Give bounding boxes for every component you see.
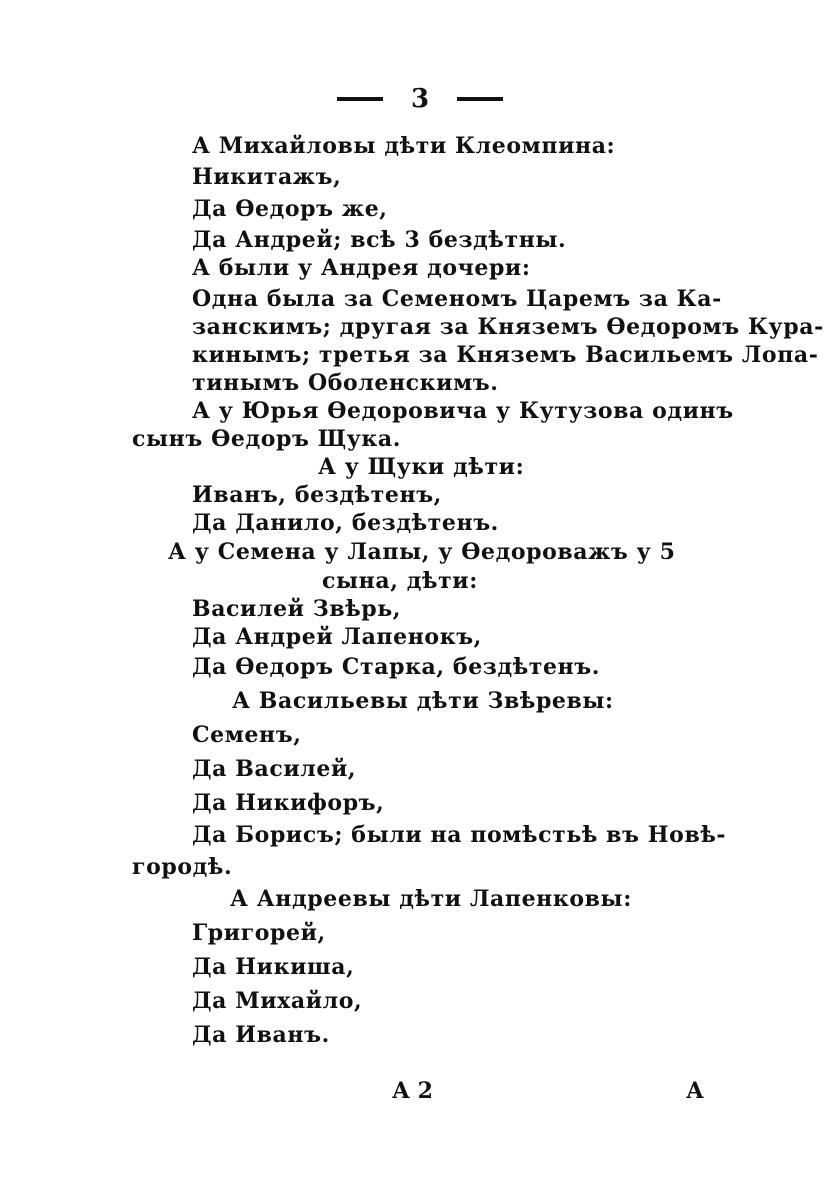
text-line: А у Юрья Ѳедоровича у Кутузова одинъ <box>192 398 734 424</box>
text-line: кинымъ; третья за Княземъ Васильемъ Лопа- <box>192 342 819 368</box>
text-line: А у Щуки дѣти: <box>318 454 525 480</box>
text-line: Да Ѳедоръ же, <box>192 196 388 222</box>
header-rule-left <box>337 97 383 101</box>
text-line: Иванъ, бездѣтенъ, <box>192 482 442 508</box>
text-line: Никитажъ, <box>192 164 342 190</box>
text-line: Да Ѳедоръ Старка, бездѣтенъ. <box>192 654 601 680</box>
text-line: А Андреевы дѣти Лапенковы: <box>230 886 632 912</box>
text-line: А были у Андрея дочери: <box>192 255 531 281</box>
text-line: Да Андрей Лапенокъ, <box>192 624 482 650</box>
text-line: А у Семена у Лапы, у Ѳедороважъ у 5 <box>168 539 676 565</box>
header-rule-right <box>457 97 503 101</box>
text-line: Да Иванъ. <box>192 1022 330 1048</box>
page-header <box>0 82 840 116</box>
text-line: тинымъ Оболенскимъ. <box>192 370 499 396</box>
text-line: А Васильевы дѣти Звѣревы: <box>232 688 614 714</box>
text-line: Да Борисъ; были на помѣстьѣ въ Новѣ- <box>192 822 727 848</box>
signature-mark: А 2 <box>392 1078 433 1104</box>
text-line: городѣ. <box>132 854 233 880</box>
text-line: А Михайловы дѣти Клеомпина: <box>192 133 616 159</box>
text-line: Василей Звѣрь, <box>192 596 402 622</box>
text-line: сынъ Ѳедоръ Щука. <box>132 426 402 452</box>
text-line: Да Михайло, <box>192 988 363 1014</box>
text-line: сына, дѣти: <box>322 568 478 594</box>
text-line: занскимъ; другая за Княземъ Ѳедоромъ Кура- <box>192 314 824 340</box>
text-line: Да Никиша, <box>192 954 355 980</box>
text-line: Да Никифоръ, <box>192 790 385 816</box>
page-number: 3 <box>410 84 430 114</box>
text-line: Да Андрей; всѣ 3 бездѣтны. <box>192 227 567 253</box>
catchword: А <box>686 1078 704 1104</box>
text-line: Да Данило, бездѣтенъ. <box>192 510 499 536</box>
text-line: Одна была за Семеномъ Царемъ за Ка- <box>192 286 722 312</box>
text-line: Семенъ, <box>192 722 302 748</box>
text-line: Да Василей, <box>192 756 357 782</box>
text-line: Григорей, <box>192 920 326 946</box>
